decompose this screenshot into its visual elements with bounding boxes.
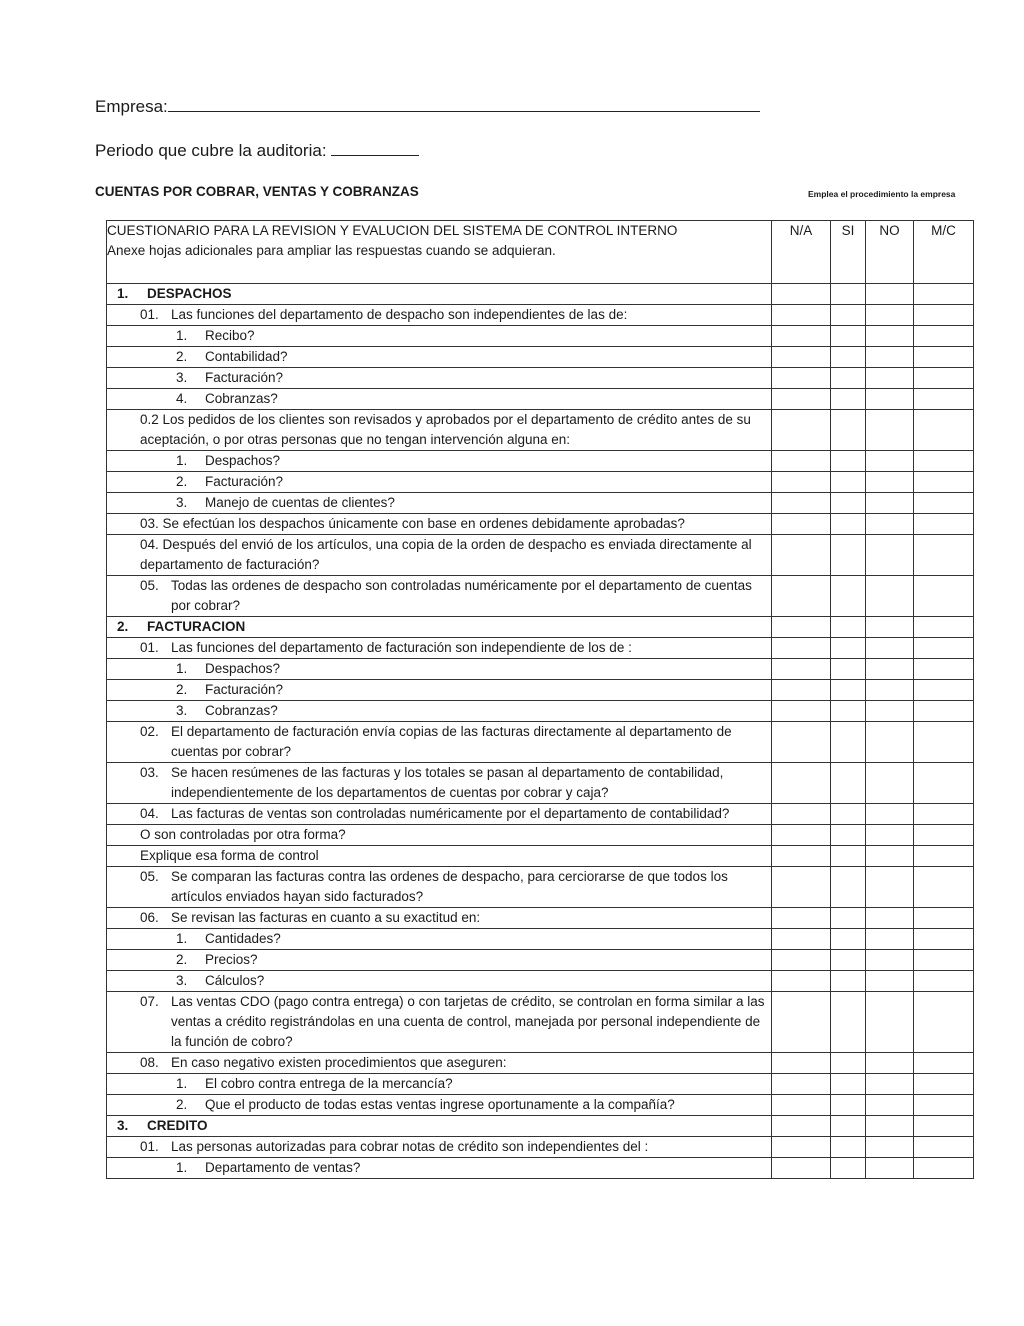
answer-mc-cell[interactable] xyxy=(914,472,974,493)
section-number: 3. xyxy=(117,1118,129,1133)
answer-na-cell[interactable] xyxy=(772,1095,831,1116)
answer-no-cell[interactable] xyxy=(866,368,914,389)
answer-si-cell[interactable] xyxy=(831,451,866,472)
answer-mc-cell[interactable] xyxy=(914,846,974,867)
section-title-text: CREDITO xyxy=(147,1118,208,1133)
subitem-number: 1. xyxy=(176,661,188,676)
subitem-text: Que el producto de todas estas ventas ingrese oportunamente a la compañía? xyxy=(205,1097,675,1112)
answer-si-cell[interactable] xyxy=(831,992,866,1053)
answer-no-cell[interactable] xyxy=(866,535,914,576)
question-row xyxy=(107,804,974,825)
answer-na-cell[interactable] xyxy=(772,451,831,472)
subitem-text: Facturación? xyxy=(205,682,284,697)
answer-na-cell[interactable] xyxy=(772,908,831,929)
answer-na-cell[interactable] xyxy=(772,1074,831,1095)
question-text: Se comparan las facturas contra las ordenes de despacho, para cerciorarse de que todos los artículos enviados hayan sido facturados? xyxy=(171,869,728,904)
answer-na-cell[interactable] xyxy=(772,1137,831,1158)
question-text: 04. Después del envió de los artículos, una copia de la orden de despacho es enviada directamente al departamento de facturación? xyxy=(140,537,752,572)
question-cell xyxy=(107,1116,772,1137)
answer-na-cell[interactable] xyxy=(772,617,831,638)
question-text: Las funciones del departamento de facturación son independiente de los de : xyxy=(171,640,632,655)
question-row xyxy=(107,971,974,992)
question-row xyxy=(107,638,974,659)
periodo-blank-line[interactable] xyxy=(331,139,419,156)
answer-no-cell[interactable] xyxy=(866,908,914,929)
answer-si-cell[interactable] xyxy=(831,659,866,680)
answer-mc-cell[interactable] xyxy=(914,535,974,576)
answer-na-cell[interactable] xyxy=(772,305,831,326)
answer-mc-cell[interactable] xyxy=(914,867,974,908)
subitem-text: Precios? xyxy=(205,952,258,967)
empresa-label: Empresa: xyxy=(95,97,168,116)
question-text: Las personas autorizadas para cobrar notas de crédito son independientes del : xyxy=(171,1139,649,1154)
answer-na-cell[interactable] xyxy=(772,701,831,722)
answer-mc-cell[interactable] xyxy=(914,804,974,825)
answer-no-cell[interactable] xyxy=(866,701,914,722)
question-text: El departamento de facturación envía copias de las facturas directamente al departamento de cuentas por cobrar? xyxy=(171,724,732,759)
question-cell xyxy=(107,992,772,1053)
question-text: Las ventas CDO (pago contra entrega) o con tarjetas de crédito, se controlan en forma similar a las ventas a crédito registrándolas en una cuenta de control, manejada por personal independiente de la función de cobro? xyxy=(171,994,765,1049)
answer-mc-cell[interactable] xyxy=(914,389,974,410)
subitem-number: 3. xyxy=(176,973,188,988)
question-text: Todas las ordenes de despacho son controladas numéricamente por el departamento de cuentas por cobrar? xyxy=(171,578,752,613)
answer-na-cell[interactable] xyxy=(772,929,831,950)
answer-si-cell[interactable] xyxy=(831,410,866,451)
empresa-blank-line[interactable] xyxy=(168,95,760,112)
answer-mc-cell[interactable] xyxy=(914,1137,974,1158)
answer-mc-cell[interactable] xyxy=(914,451,974,472)
answer-mc-cell[interactable] xyxy=(914,722,974,763)
question-text: O son controladas por otra forma? xyxy=(140,827,346,842)
subitem-text: Recibo? xyxy=(205,328,255,343)
answer-na-cell[interactable] xyxy=(772,284,831,305)
answer-no-cell[interactable] xyxy=(866,950,914,971)
question-cell xyxy=(107,389,772,410)
question-cell xyxy=(107,493,772,514)
question-number: 06. xyxy=(140,910,159,925)
section-title: CUENTAS POR COBRAR, VENTAS Y COBRANZAS xyxy=(95,184,419,199)
empresa-field xyxy=(95,95,760,117)
question-row xyxy=(107,722,974,763)
answer-no-cell[interactable] xyxy=(866,326,914,347)
answer-si-cell[interactable] xyxy=(831,680,866,701)
question-cell xyxy=(107,1158,772,1179)
answer-no-cell[interactable] xyxy=(866,1053,914,1074)
question-number: 01. xyxy=(140,640,159,655)
question-text: 03. Se efectúan los despachos únicamente con base en ordenes debidamente aprobadas? xyxy=(140,516,685,531)
answer-si-cell[interactable] xyxy=(831,908,866,929)
answer-mc-cell[interactable] xyxy=(914,576,974,617)
question-cell xyxy=(107,763,772,804)
question-cell xyxy=(107,680,772,701)
answer-mc-cell[interactable] xyxy=(914,305,974,326)
question-cell xyxy=(107,804,772,825)
answer-mc-cell[interactable] xyxy=(914,410,974,451)
answer-no-cell[interactable] xyxy=(866,680,914,701)
answer-no-cell[interactable] xyxy=(866,1137,914,1158)
table-header-row xyxy=(107,221,974,284)
answer-no-cell[interactable] xyxy=(866,1074,914,1095)
answer-na-cell[interactable] xyxy=(772,659,831,680)
subitem-text: Cobranzas? xyxy=(205,703,278,718)
question-text: Explique esa forma de control xyxy=(140,848,319,863)
procedure-note: Emplea el procedimiento la empresa xyxy=(808,189,956,199)
subitem-number: 1. xyxy=(176,931,188,946)
question-text: Se hacen resúmenes de las facturas y los totales se pasan al departamento de contabilidad, independientemente de los departamentos de cuentas por cobrar y caja? xyxy=(171,765,724,800)
subitem-text: Cobranzas? xyxy=(205,391,278,406)
periodo-label: Periodo que cubre la auditoria: xyxy=(95,141,327,160)
subitem-text: Cantidades? xyxy=(205,931,281,946)
answer-si-cell[interactable] xyxy=(831,929,866,950)
section-row xyxy=(107,1116,974,1137)
answer-no-cell[interactable] xyxy=(866,617,914,638)
question-row xyxy=(107,389,974,410)
answer-no-cell[interactable] xyxy=(866,867,914,908)
answer-mc-cell[interactable] xyxy=(914,1074,974,1095)
subitem-number: 3. xyxy=(176,495,188,510)
answer-na-cell[interactable] xyxy=(772,992,831,1053)
question-number: 07. xyxy=(140,994,159,1009)
answer-na-cell[interactable] xyxy=(772,722,831,763)
question-row xyxy=(107,368,974,389)
question-row xyxy=(107,576,974,617)
answer-na-cell[interactable] xyxy=(772,326,831,347)
answer-na-cell[interactable] xyxy=(772,472,831,493)
answer-si-cell[interactable] xyxy=(831,722,866,763)
answer-na-cell[interactable] xyxy=(772,493,831,514)
question-cell xyxy=(107,638,772,659)
answer-si-cell[interactable] xyxy=(831,1053,866,1074)
section-number: 1. xyxy=(117,286,129,301)
answer-si-cell[interactable] xyxy=(831,514,866,535)
subitem-number: 2. xyxy=(176,682,188,697)
periodo-field xyxy=(95,139,419,161)
answer-no-cell[interactable] xyxy=(866,493,914,514)
answer-si-cell[interactable] xyxy=(831,1158,866,1179)
answer-na-cell[interactable] xyxy=(772,804,831,825)
question-cell xyxy=(107,576,772,617)
question-cell xyxy=(107,722,772,763)
subitem-number: 1. xyxy=(176,453,188,468)
answer-no-cell[interactable] xyxy=(866,472,914,493)
question-row xyxy=(107,535,974,576)
subitem-text: Contabilidad? xyxy=(205,349,288,364)
answer-no-cell[interactable] xyxy=(866,825,914,846)
question-cell xyxy=(107,410,772,451)
answer-si-cell[interactable] xyxy=(831,825,866,846)
section-row xyxy=(107,284,974,305)
question-number: 04. xyxy=(140,806,159,821)
answer-na-cell[interactable] xyxy=(772,347,831,368)
question-row xyxy=(107,472,974,493)
subitem-text: Facturación? xyxy=(205,370,284,385)
question-row xyxy=(107,846,974,867)
answer-no-cell[interactable] xyxy=(866,804,914,825)
answer-na-cell[interactable] xyxy=(772,1116,831,1137)
question-cell xyxy=(107,1074,772,1095)
answer-mc-cell[interactable] xyxy=(914,1158,974,1179)
question-cell xyxy=(107,368,772,389)
answer-no-cell[interactable] xyxy=(866,576,914,617)
header-title: CUESTIONARIO PARA LA REVISION Y EVALUCION DEL SISTEMA DE CONTROL INTERNO xyxy=(107,223,678,238)
answer-no-cell[interactable] xyxy=(866,722,914,763)
subitem-number: 2. xyxy=(176,952,188,967)
question-row xyxy=(107,701,974,722)
answer-mc-cell[interactable] xyxy=(914,284,974,305)
question-row xyxy=(107,451,974,472)
question-row xyxy=(107,825,974,846)
answer-si-cell[interactable] xyxy=(831,535,866,576)
answer-mc-cell[interactable] xyxy=(914,1095,974,1116)
answer-si-cell[interactable] xyxy=(831,1137,866,1158)
answer-no-cell[interactable] xyxy=(866,1095,914,1116)
question-row xyxy=(107,1095,974,1116)
answer-mc-cell[interactable] xyxy=(914,638,974,659)
answer-no-cell[interactable] xyxy=(866,284,914,305)
answer-si-cell[interactable] xyxy=(831,368,866,389)
subitem-text: Despachos? xyxy=(205,661,281,676)
question-row xyxy=(107,1158,974,1179)
answer-mc-cell[interactable] xyxy=(914,992,974,1053)
subitem-text: Facturación? xyxy=(205,474,284,489)
answer-na-cell[interactable] xyxy=(772,1158,831,1179)
answer-si-cell[interactable] xyxy=(831,1116,866,1137)
question-cell xyxy=(107,451,772,472)
question-row xyxy=(107,929,974,950)
answer-na-cell[interactable] xyxy=(772,535,831,576)
question-cell xyxy=(107,1053,772,1074)
col-si-header: SI xyxy=(831,221,866,284)
answer-no-cell[interactable] xyxy=(866,992,914,1053)
answer-no-cell[interactable] xyxy=(866,971,914,992)
answer-no-cell[interactable] xyxy=(866,659,914,680)
question-cell xyxy=(107,305,772,326)
answer-na-cell[interactable] xyxy=(772,950,831,971)
section-title-text: FACTURACION xyxy=(147,619,246,634)
question-number: 05. xyxy=(140,578,159,593)
subitem-number: 2. xyxy=(176,1097,188,1112)
question-row xyxy=(107,1053,974,1074)
answer-na-cell[interactable] xyxy=(772,514,831,535)
question-row xyxy=(107,908,974,929)
question-cell xyxy=(107,472,772,493)
answer-mc-cell[interactable] xyxy=(914,825,974,846)
question-row xyxy=(107,680,974,701)
header-subtitle: Anexe hojas adicionales para ampliar las respuestas cuando se adquieran. xyxy=(107,243,556,258)
question-cell xyxy=(107,514,772,535)
answer-mc-cell[interactable] xyxy=(914,763,974,804)
question-cell xyxy=(107,326,772,347)
answer-mc-cell[interactable] xyxy=(914,514,974,535)
answer-mc-cell[interactable] xyxy=(914,493,974,514)
question-cell xyxy=(107,347,772,368)
question-cell xyxy=(107,846,772,867)
answer-na-cell[interactable] xyxy=(772,763,831,804)
subitem-text: Cálculos? xyxy=(205,973,265,988)
question-row xyxy=(107,347,974,368)
section-title-text: DESPACHOS xyxy=(147,286,232,301)
question-text: En caso negativo existen procedimientos que aseguren: xyxy=(171,1055,507,1070)
header-question-cell xyxy=(107,221,772,284)
answer-no-cell[interactable] xyxy=(866,410,914,451)
answer-no-cell[interactable] xyxy=(866,1116,914,1137)
question-cell xyxy=(107,659,772,680)
subitem-number: 1. xyxy=(176,1160,188,1175)
subitem-number: 4. xyxy=(176,391,188,406)
answer-si-cell[interactable] xyxy=(831,846,866,867)
answer-mc-cell[interactable] xyxy=(914,929,974,950)
answer-no-cell[interactable] xyxy=(866,1158,914,1179)
answer-mc-cell[interactable] xyxy=(914,617,974,638)
answer-si-cell[interactable] xyxy=(831,576,866,617)
question-cell xyxy=(107,867,772,908)
question-cell xyxy=(107,535,772,576)
questionnaire-table xyxy=(106,220,974,1179)
subitem-number: 1. xyxy=(176,1076,188,1091)
question-row xyxy=(107,763,974,804)
question-cell xyxy=(107,971,772,992)
answer-mc-cell[interactable] xyxy=(914,680,974,701)
answer-na-cell[interactable] xyxy=(772,576,831,617)
question-cell xyxy=(107,825,772,846)
answer-na-cell[interactable] xyxy=(772,1053,831,1074)
subitem-text: El cobro contra entrega de la mercancía? xyxy=(205,1076,453,1091)
subitem-number: 2. xyxy=(176,349,188,364)
section-row xyxy=(107,617,974,638)
answer-na-cell[interactable] xyxy=(772,867,831,908)
answer-si-cell[interactable] xyxy=(831,867,866,908)
subitem-number: 3. xyxy=(176,703,188,718)
question-cell xyxy=(107,284,772,305)
question-cell xyxy=(107,617,772,638)
answer-no-cell[interactable] xyxy=(866,929,914,950)
question-row xyxy=(107,659,974,680)
answer-no-cell[interactable] xyxy=(866,846,914,867)
answer-si-cell[interactable] xyxy=(831,284,866,305)
col-na-header: N/A xyxy=(772,221,831,284)
question-row xyxy=(107,305,974,326)
question-row xyxy=(107,1137,974,1158)
answer-mc-cell[interactable] xyxy=(914,1053,974,1074)
question-cell xyxy=(107,1095,772,1116)
answer-no-cell[interactable] xyxy=(866,638,914,659)
answer-no-cell[interactable] xyxy=(866,451,914,472)
question-row xyxy=(107,410,974,451)
question-row xyxy=(107,326,974,347)
answer-si-cell[interactable] xyxy=(831,347,866,368)
answer-si-cell[interactable] xyxy=(831,971,866,992)
question-row xyxy=(107,992,974,1053)
answer-mc-cell[interactable] xyxy=(914,347,974,368)
question-cell xyxy=(107,908,772,929)
question-row xyxy=(107,493,974,514)
answer-na-cell[interactable] xyxy=(772,389,831,410)
answer-si-cell[interactable] xyxy=(831,638,866,659)
answer-si-cell[interactable] xyxy=(831,493,866,514)
answer-mc-cell[interactable] xyxy=(914,950,974,971)
question-cell xyxy=(107,1137,772,1158)
section-number: 2. xyxy=(117,619,129,634)
answer-si-cell[interactable] xyxy=(831,1095,866,1116)
answer-na-cell[interactable] xyxy=(772,368,831,389)
answer-mc-cell[interactable] xyxy=(914,908,974,929)
question-row xyxy=(107,514,974,535)
answer-si-cell[interactable] xyxy=(831,326,866,347)
answer-si-cell[interactable] xyxy=(831,804,866,825)
answer-na-cell[interactable] xyxy=(772,971,831,992)
question-cell xyxy=(107,701,772,722)
subitem-number: 1. xyxy=(176,328,188,343)
answer-mc-cell[interactable] xyxy=(914,1116,974,1137)
question-number: 05. xyxy=(140,869,159,884)
question-row xyxy=(107,950,974,971)
answer-mc-cell[interactable] xyxy=(914,326,974,347)
question-text: 0.2 Los pedidos de los clientes son revisados y aprobados por el departamento de crédito antes de su aceptación, o por otras personas que no tengan intervención alguna en: xyxy=(140,412,751,447)
question-cell xyxy=(107,929,772,950)
question-text: Las facturas de ventas son controladas numéricamente por el departamento de contabilidad? xyxy=(171,806,730,821)
question-text: Las funciones del departamento de despacho son independientes de las de: xyxy=(171,307,628,322)
answer-na-cell[interactable] xyxy=(772,638,831,659)
subitem-text: Manejo de cuentas de clientes? xyxy=(205,495,395,510)
question-number: 08. xyxy=(140,1055,159,1070)
subitem-number: 2. xyxy=(176,474,188,489)
answer-si-cell[interactable] xyxy=(831,1074,866,1095)
answer-mc-cell[interactable] xyxy=(914,971,974,992)
answer-si-cell[interactable] xyxy=(831,950,866,971)
answer-mc-cell[interactable] xyxy=(914,659,974,680)
answer-na-cell[interactable] xyxy=(772,410,831,451)
subitem-text: Departamento de ventas? xyxy=(205,1160,361,1175)
answer-si-cell[interactable] xyxy=(831,389,866,410)
answer-mc-cell[interactable] xyxy=(914,701,974,722)
answer-si-cell[interactable] xyxy=(831,472,866,493)
subitem-text: Despachos? xyxy=(205,453,281,468)
subitem-number: 3. xyxy=(176,370,188,385)
question-number: 01. xyxy=(140,1139,159,1154)
answer-mc-cell[interactable] xyxy=(914,368,974,389)
question-number: 02. xyxy=(140,724,159,739)
col-no-header: NO xyxy=(866,221,914,284)
answer-na-cell[interactable] xyxy=(772,846,831,867)
question-row xyxy=(107,867,974,908)
answer-si-cell[interactable] xyxy=(831,701,866,722)
answer-no-cell[interactable] xyxy=(866,305,914,326)
question-number: 01. xyxy=(140,307,159,322)
answer-no-cell[interactable] xyxy=(866,389,914,410)
question-number: 03. xyxy=(140,765,159,780)
question-text: Se revisan las facturas en cuanto a su exactitud en: xyxy=(171,910,481,925)
col-mc-header: M/C xyxy=(914,221,974,284)
answer-na-cell[interactable] xyxy=(772,680,831,701)
question-row xyxy=(107,1074,974,1095)
answer-no-cell[interactable] xyxy=(866,347,914,368)
answer-si-cell[interactable] xyxy=(831,617,866,638)
answer-na-cell[interactable] xyxy=(772,825,831,846)
answer-si-cell[interactable] xyxy=(831,763,866,804)
answer-no-cell[interactable] xyxy=(866,514,914,535)
question-cell xyxy=(107,950,772,971)
answer-si-cell[interactable] xyxy=(831,305,866,326)
answer-no-cell[interactable] xyxy=(866,763,914,804)
